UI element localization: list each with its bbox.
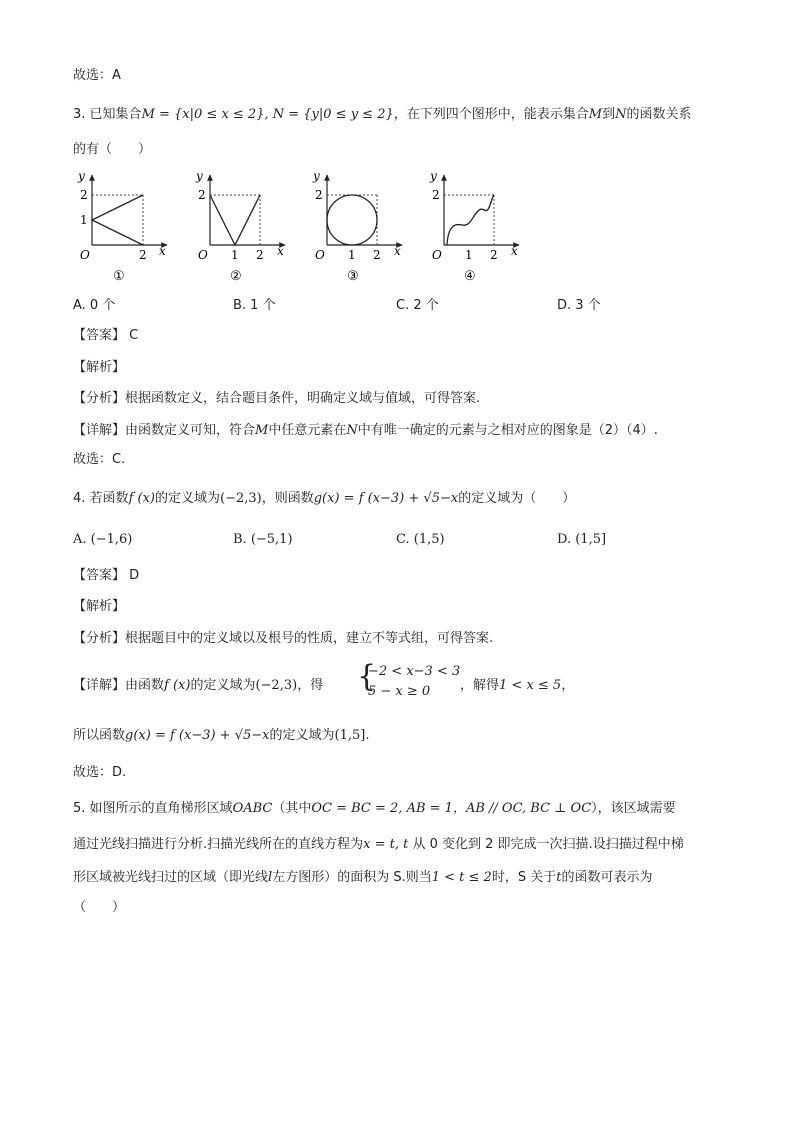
- g3-x-label: x: [394, 244, 401, 258]
- q4-conclusion: [73, 726, 369, 746]
- q4-detail-d: ，解得: [460, 678, 500, 693]
- q4-system-row1: −2 < x−3 < 3: [368, 664, 461, 679]
- q3-option-a: A. 0 个: [73, 298, 116, 313]
- q3-text3: 到: [602, 107, 616, 122]
- q5-range: 1 < t ≤ 2: [431, 870, 492, 885]
- q3-M: M: [588, 107, 603, 122]
- q3-graphs: [0, 165, 794, 295]
- q4-detail-a: 由函数: [125, 678, 165, 693]
- g2-xtick-2: 2: [256, 248, 264, 262]
- g2-origin: O: [198, 248, 208, 262]
- q5-text1b: （其中: [272, 801, 312, 816]
- q4-detail-e: ，: [561, 678, 575, 693]
- q5-t: t: [556, 870, 562, 885]
- g4-x-label: x: [511, 244, 518, 258]
- q4-number: 4.: [73, 491, 86, 506]
- g3-xtick-2: 2: [373, 248, 381, 262]
- g1-tick-2: 2: [80, 188, 88, 202]
- q4-fenxi-text: 根据题目中的定义域以及根号的性质，建立不等式组，可得答案.: [125, 631, 494, 646]
- g1-tick-1: 1: [80, 213, 88, 227]
- g4-origin: O: [432, 248, 442, 262]
- q3-number: 3.: [73, 107, 86, 122]
- q3-fenxi: [73, 389, 480, 409]
- g1-y-label: y: [78, 169, 85, 183]
- g1-x-label: x: [159, 244, 166, 258]
- q4-inequality: 1 < x ≤ 5: [499, 678, 562, 693]
- g1-xtick-2: 2: [139, 248, 147, 262]
- q4-option-a: A. (−1,6): [73, 532, 133, 547]
- q5-text3b: 左方图形）的面积为 S.则当: [272, 870, 432, 885]
- q5-number: 5.: [73, 801, 86, 816]
- q4-domain: (−2,3): [220, 491, 262, 506]
- q4-system-brace: {: [357, 659, 377, 694]
- q3-detail-b: 中任意元素在: [268, 423, 347, 438]
- g3-origin: O: [315, 248, 325, 262]
- q3-answer: [73, 326, 138, 346]
- q3-detail-a: 由函数定义可知，符合: [125, 423, 256, 438]
- g2-x-label: x: [277, 244, 284, 258]
- q5-text1c: ），该区域需要: [591, 801, 676, 816]
- graph-2: [198, 175, 285, 284]
- g4-y-label: y: [430, 169, 437, 183]
- q4-answer: [73, 566, 139, 586]
- q4-text4: 的定义域为（ ）: [458, 491, 576, 506]
- q4-line1: [73, 489, 575, 509]
- q4-answer-value: D: [129, 568, 140, 583]
- q4-answer-tag: 【答案】: [73, 568, 126, 583]
- previous-answer: 故选：A: [73, 68, 121, 83]
- q3-detail-M: M: [255, 423, 269, 438]
- q5-line2: [73, 835, 684, 855]
- g4-tick-2: 2: [432, 188, 440, 202]
- q4-text3: ，则函数: [261, 491, 314, 506]
- g2-label: ②: [230, 269, 242, 284]
- q3-N: N: [615, 107, 627, 122]
- q4-f: f (x): [128, 491, 155, 506]
- q4-text1: 若函数: [89, 491, 129, 506]
- q4-line2-c: (1,5].: [334, 728, 370, 743]
- q4-detail-b: 的定义域为: [190, 678, 256, 693]
- q5-text1a: 如图所示的直角梯形区域: [89, 801, 233, 816]
- g3-label: ③: [347, 269, 359, 284]
- q3-line2: 的有（ ）: [73, 142, 152, 157]
- q3-analysis-tag: 【解析】: [73, 360, 126, 375]
- q4-detail-c: ，得: [297, 678, 324, 693]
- q5-line4: （ ）: [73, 900, 126, 915]
- q5-line1: [73, 799, 676, 819]
- q3-fenxi-text: 根据函数定义，结合题目条件，明确定义域与值域，可得答案.: [125, 391, 481, 406]
- g2-tick-2: 2: [198, 188, 206, 202]
- q4-fenxi: [73, 629, 493, 649]
- q3-option-b: B. 1 个: [233, 298, 276, 313]
- q5-OABC: OABC: [232, 801, 273, 816]
- q3-sets: M = {x|0 ≤ x ≤ 2}, N = {y|0 ≤ y ≤ 2}: [141, 107, 394, 122]
- g4-xtick-2: 2: [490, 248, 498, 262]
- q3-fenxi-tag: 【分析】: [73, 391, 126, 406]
- q3-detail-tag: 【详解】: [73, 423, 126, 438]
- graph-3: [315, 175, 402, 284]
- q3-line1: [73, 105, 691, 125]
- g2-y-label: y: [196, 169, 203, 183]
- q5-equation: x = t, t: [363, 837, 409, 852]
- graph-1: [77, 169, 167, 284]
- g1-label: ①: [113, 269, 125, 284]
- q3-answer-value: C: [129, 328, 139, 343]
- q5-l: l: [268, 870, 273, 885]
- g2-xtick-1: 1: [231, 248, 239, 262]
- q4-detail-tag: 【详解】: [73, 678, 126, 693]
- q3-text2: ，在下列四个图形中，能表示集合: [393, 107, 589, 122]
- q4-line2-g: g(x) = f (x−3) + √5−x: [125, 728, 270, 743]
- q4-detail-tail: [460, 676, 574, 696]
- q4-line2-a: 所以函数: [73, 728, 126, 743]
- q4-line2-b: 的定义域为: [269, 728, 335, 743]
- q5-line3: [73, 868, 652, 888]
- q3-option-d: D. 3 个: [557, 298, 601, 313]
- g3-xtick-1: 1: [348, 248, 356, 262]
- g4-label: ④: [464, 269, 476, 284]
- q4-text2: 的定义域为: [154, 491, 220, 506]
- g3-y-label: y: [313, 169, 320, 183]
- q5-text3c: 时，S 关于: [491, 870, 557, 885]
- q5-text2a: 通过光线扫描进行分析.扫描光线所在的直线方程为: [73, 837, 364, 852]
- q5-text3a: 形区域被光线扫过的区域（即光线: [73, 870, 269, 885]
- q3-detail-N: N: [346, 423, 358, 438]
- q5-conditions: OC = BC = 2, AB = 1，AB // OC, BC ⊥ OC: [311, 801, 592, 816]
- q3-answer-tag: 【答案】: [73, 328, 126, 343]
- q4-option-c: C. (1,5): [396, 532, 445, 547]
- q4-detail-f: f (x): [164, 678, 191, 693]
- q4-system-row2: 5 − x ≥ 0: [368, 684, 431, 699]
- q4-analysis-tag: 【解析】: [73, 599, 126, 614]
- q4-detail: [73, 676, 323, 696]
- q4-system: [368, 662, 460, 702]
- g3-tick-2: 2: [315, 188, 323, 202]
- q5-text3d: 的函数可表示为: [561, 870, 653, 885]
- g4-xtick-1: 1: [465, 248, 473, 262]
- q4-detail-domain: (−2,3): [255, 678, 298, 693]
- q3-text4: 的函数关系: [626, 107, 692, 122]
- q4-choose: 故选：D.: [73, 765, 127, 780]
- g1-origin: O: [80, 248, 90, 262]
- q5-text2b: 从 0 变化到 2 即完成一次扫描.设扫描过程中梯: [412, 837, 684, 852]
- q4-option-d: D. (1,5]: [557, 532, 607, 547]
- q3-text1: 已知集合: [89, 107, 142, 122]
- q3-choose: 故选：C.: [73, 452, 126, 467]
- q3-detail-c: 中有唯一确定的元素与之相对应的图象是（2）（4）.: [357, 423, 658, 438]
- q4-fenxi-tag: 【分析】: [73, 631, 126, 646]
- graph-4: [429, 169, 519, 284]
- q4-option-b: B. (−5,1): [233, 532, 293, 547]
- q3-detail: [73, 421, 658, 441]
- q4-g: g(x) = f (x−3) + √5−x: [313, 491, 459, 506]
- q3-option-c: C. 2 个: [396, 298, 439, 313]
